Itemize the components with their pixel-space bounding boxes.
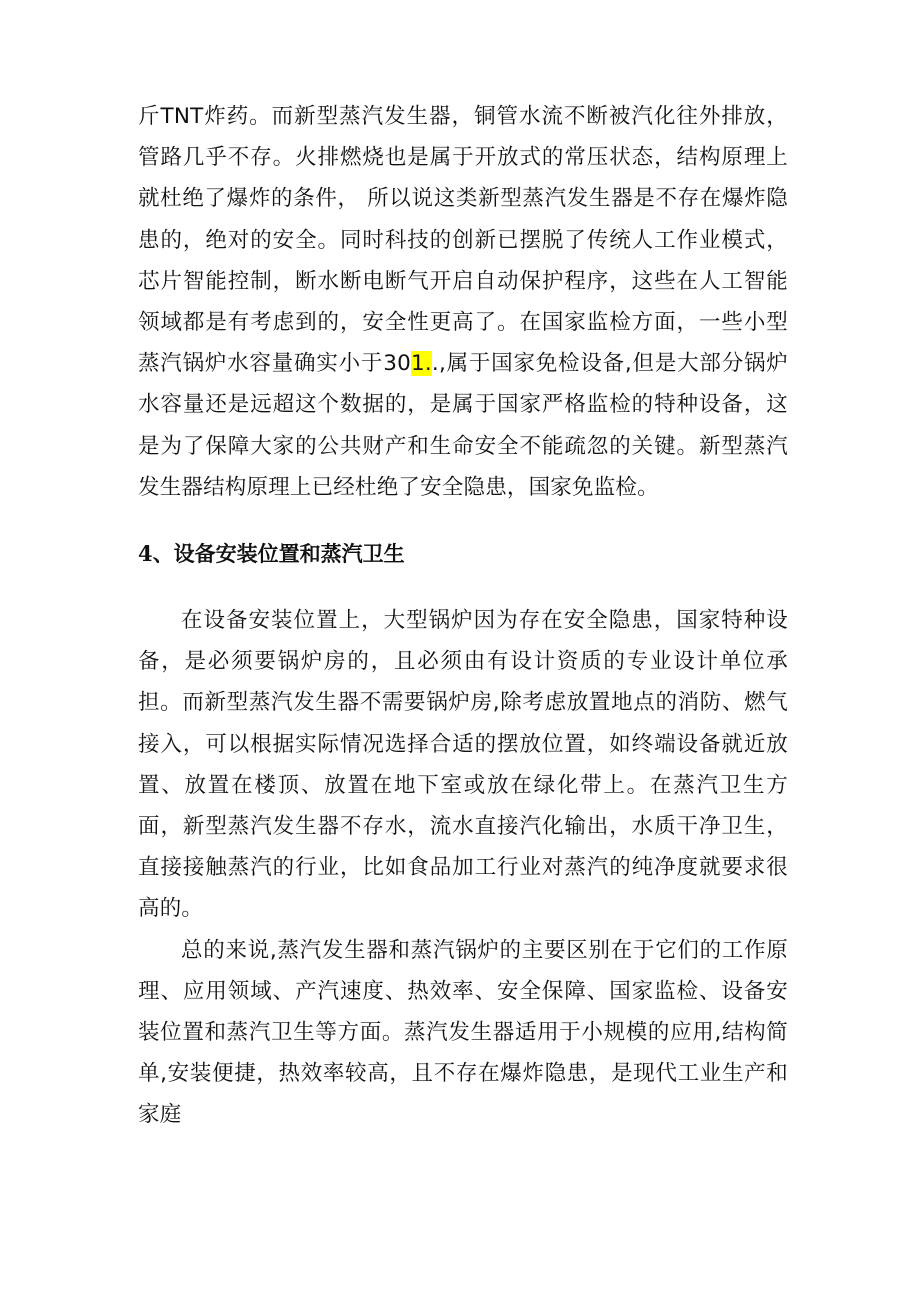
paragraph-safety-text-end: .,属于国家免检设备,但是大部分锅炉水容量还是远超这个数据的，是属于国家严格监检的特种设备，这是为了保障大家的公共财产和生命安全不能疏忽的关键。新型蒸汽发生器结构原理上已经杜绝了安全隐患，国家免监检。 [138, 351, 788, 500]
highlighted-text: 1. [410, 351, 432, 377]
section-heading: 4、设备安装位置和蒸汽卫生 [138, 541, 405, 567]
paragraph-summary: 总的来说,蒸汽发生器和蒸汽锅炉的主要区别在于它们的工作原理、应用领域、产汽速度、热效率、安全保障、国家监检、设备安装位置和蒸汽卫生等方面。蒸汽发生器适用于小规模的应用,结构简单,安装便捷，热效率较高，且不存在爆炸隐患，是现代工业生产和家庭 [138, 937, 788, 1128]
paragraph-installation: 在设备安装位置上，大型锅炉因为存在安全隐患，国家特种设备，是必须要锅炉房的，且必须由有设计资质的专业设计单位承担。而新型蒸汽发生器不需要锅炉房,除考虑放置地点的消防、燃气接入，可以根据实际情况选择合适的摆放位置，如终端设备就近放置、放置在楼顶、放置在地下室或放在绿化带上。在蒸汽卫生方面，新型蒸汽发生器不存水，流水直接汽化输出，水质干净卫生，直接接触蒸汽的行业，比如食品加工行业对蒸汽的纯净度就要求很高的。 [138, 608, 788, 922]
paragraph-safety [138, 96, 788, 508]
paragraph-safety-text-start: 斤TNT炸药。而新型蒸汽发生器，铜管水流不断被汽化往外排放，管路几乎不存。火排燃烧也是属于开放式的常压状态，结构原理上就杜绝了爆炸的条件， 所以说这类新型蒸汽发生器是不存在爆炸隐患的，绝对的安全。同时科技的创新已摆脱了传统人工作业模式，芯片智能控制，断水断电断气开启自动保护程序，这些在人工智能领域都是有考虑到的，安全性更高了。在国家监检方面，一些小型蒸汽锅炉水容量确实小于30 [138, 104, 788, 377]
document-page [138, 96, 788, 1136]
